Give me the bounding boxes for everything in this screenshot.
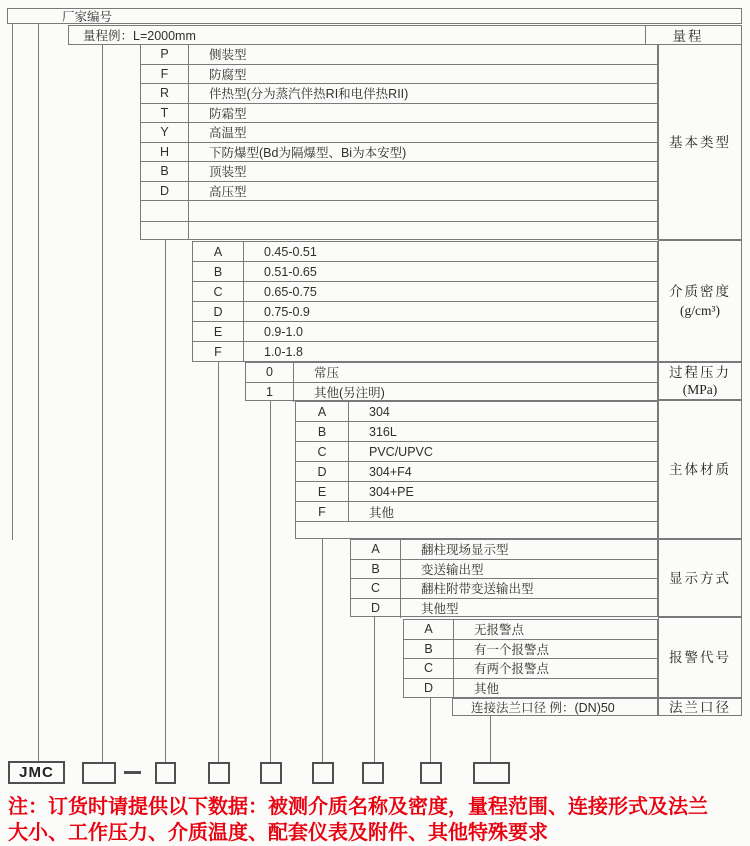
- table-row: [193, 242, 657, 262]
- desc-cell: 伴热型(分为蒸汽伴热RI和电伴热RII): [209, 87, 409, 102]
- connector-line-display: [374, 617, 375, 762]
- table-row: [246, 383, 657, 403]
- connector-line-density: [218, 362, 219, 762]
- basic-type-table: [140, 44, 658, 240]
- table-row: [296, 502, 657, 522]
- section-label-process-pressure: 过程压力 (MPa): [658, 362, 742, 400]
- desc-cell: 其他型: [421, 602, 459, 617]
- order-note-line2: 大小、工作压力、介质温度、配套仪表及附件、其他特殊要求: [8, 822, 548, 844]
- connector-line-left-border: [12, 23, 13, 540]
- table-row: [141, 182, 657, 202]
- desc-cell: 高温型: [209, 126, 247, 141]
- table-row: [141, 143, 657, 163]
- desc-cell: 0.75-0.9: [264, 304, 310, 319]
- desc-cell: 顶装型: [209, 165, 247, 180]
- desc-cell: 下防爆型(Bd为隔爆型、Bi为本安型): [209, 145, 407, 160]
- desc-cell: 变送输出型: [421, 562, 484, 577]
- code-cell: E: [193, 322, 244, 341]
- desc-cell: 侧装型: [209, 48, 247, 63]
- alarm-code-table: [403, 619, 658, 698]
- section-label-flange-size: 法兰口径: [658, 698, 742, 716]
- table-row: [351, 599, 657, 619]
- section-label-display-mode: 显示方式: [658, 539, 742, 617]
- table-row: [296, 422, 657, 442]
- model-code-box-alarm: [420, 762, 442, 784]
- empty-row: [141, 222, 657, 239]
- table-row: [141, 65, 657, 85]
- desc-cell: 高压型: [209, 184, 247, 199]
- table-row: [351, 560, 657, 580]
- code-cell: B: [351, 560, 401, 579]
- code-cell: T: [141, 104, 189, 123]
- code-cell: R: [141, 84, 189, 103]
- model-code-box-display: [362, 762, 384, 784]
- code-cell: B: [141, 162, 189, 181]
- code-cell: A: [351, 540, 401, 559]
- manufacturer-row-label: 厂家编号: [62, 10, 113, 24]
- table-row: [296, 442, 657, 462]
- table-row: [193, 342, 657, 362]
- display-mode-table: [350, 539, 658, 617]
- model-code-box-flange: [473, 762, 510, 784]
- code-cell: D: [404, 679, 454, 699]
- desc-cell: 0.45-0.51: [264, 244, 317, 259]
- desc-cell: 防腐型: [209, 67, 247, 82]
- model-code-box-pressure: [260, 762, 282, 784]
- model-code-box-density: [208, 762, 230, 784]
- desc-cell: 其他: [369, 505, 395, 520]
- desc-cell: 0.65-0.75: [264, 284, 317, 299]
- code-cell: Y: [141, 123, 189, 142]
- section-label-range: 量程: [645, 26, 730, 44]
- connector-line-range: [102, 45, 103, 762]
- table-row: [141, 45, 657, 65]
- code-cell: C: [351, 579, 401, 598]
- code-cell: B: [296, 422, 349, 441]
- table-row: [404, 659, 657, 679]
- code-cell: D: [193, 302, 244, 321]
- desc-cell: 翻柱现场显示型: [421, 543, 509, 558]
- code-cell: A: [404, 620, 454, 639]
- empty-row: [141, 201, 657, 222]
- model-code-box-range: [82, 762, 116, 784]
- desc-cell: 常压: [314, 366, 340, 381]
- code-cell: 1: [246, 383, 294, 403]
- desc-cell: PVC/UPVC: [369, 444, 433, 459]
- table-row: [141, 162, 657, 182]
- code-cell: D: [351, 599, 401, 619]
- section-label-body-material: 主体材质: [658, 400, 742, 539]
- desc-cell: 其他: [474, 682, 500, 697]
- table-row: [296, 482, 657, 502]
- code-cell: C: [193, 282, 244, 301]
- table-row: [404, 679, 657, 699]
- body-material-table: [295, 401, 658, 539]
- model-code-box-basic-type: [155, 762, 176, 784]
- desc-cell: 304+F4: [369, 464, 412, 479]
- connector-line-flange: [490, 716, 491, 762]
- range-example-text: 量程例：L=2000mm: [83, 29, 196, 43]
- code-cell: D: [141, 182, 189, 201]
- table-row: [141, 123, 657, 143]
- code-cell: P: [141, 45, 189, 64]
- medium-density-table: [192, 241, 658, 362]
- connector-line-basic-type: [165, 240, 166, 762]
- desc-cell: 1.0-1.8: [264, 345, 303, 359]
- desc-cell: 无报警点: [474, 623, 525, 638]
- table-row: [453, 699, 657, 715]
- flange-desc-cell: 连接法兰口径 例：(DN)50: [471, 701, 615, 715]
- desc-cell: 304+PE: [369, 484, 414, 499]
- code-cell: B: [193, 262, 244, 281]
- code-cell: D: [296, 462, 349, 481]
- order-note-line1: 注：订货时请提供以下数据：被测介质名称及密度，量程范围、连接形式及法兰: [8, 796, 708, 818]
- code-cell: F: [193, 342, 244, 362]
- desc-cell: 0.51-0.65: [264, 264, 317, 279]
- order-note: [8, 794, 748, 846]
- table-row: [193, 282, 657, 302]
- code-cell: A: [296, 402, 349, 421]
- desc-cell: 304: [369, 404, 390, 419]
- connector-line-material: [322, 539, 323, 762]
- desc-cell: 316L: [369, 424, 397, 439]
- model-prefix-box: JMC: [8, 761, 65, 784]
- desc-cell: 0.9-1.0: [264, 324, 303, 339]
- code-cell: 0: [246, 363, 294, 382]
- section-label-basic-type: 基本类型: [658, 44, 742, 240]
- table-row: [193, 302, 657, 322]
- table-row: [193, 322, 657, 342]
- process-pressure-table: [245, 362, 658, 401]
- code-cell: C: [404, 659, 454, 678]
- table-row: [246, 363, 657, 383]
- desc-cell: 其他(另注明): [314, 386, 385, 401]
- desc-cell: 有一个报警点: [474, 642, 550, 657]
- table-row: [193, 262, 657, 282]
- desc-cell: 防霜型: [209, 106, 247, 121]
- table-row: [296, 462, 657, 482]
- code-cell: F: [296, 502, 349, 521]
- section-label-medium-density: 介质密度 (g/cm³): [658, 240, 742, 362]
- table-row: [404, 640, 657, 660]
- model-code-box-material: [312, 762, 334, 784]
- code-cell: H: [141, 143, 189, 162]
- code-cell: F: [141, 65, 189, 84]
- connector-line-pressure: [270, 400, 271, 762]
- manufacturer-row: [7, 8, 742, 24]
- code-cell: A: [193, 242, 244, 261]
- table-row: [296, 402, 657, 422]
- flange-size-row: [452, 698, 658, 716]
- table-row: [351, 540, 657, 560]
- section-label-alarm-code: 报警代号: [658, 617, 742, 698]
- desc-cell: 翻柱附带变送输出型: [421, 582, 534, 597]
- model-code-separator: [124, 771, 141, 774]
- table-row: [141, 84, 657, 104]
- empty-row: [296, 522, 657, 538]
- connector-line-alarm: [430, 698, 431, 762]
- table-row: [404, 620, 657, 640]
- connector-line-manufacturer: [38, 23, 39, 762]
- code-cell: C: [296, 442, 349, 461]
- code-cell: E: [296, 482, 349, 501]
- range-row: [68, 25, 742, 45]
- table-row: [351, 579, 657, 599]
- code-cell: B: [404, 640, 454, 659]
- table-row: [141, 104, 657, 124]
- desc-cell: 有两个报警点: [474, 662, 550, 677]
